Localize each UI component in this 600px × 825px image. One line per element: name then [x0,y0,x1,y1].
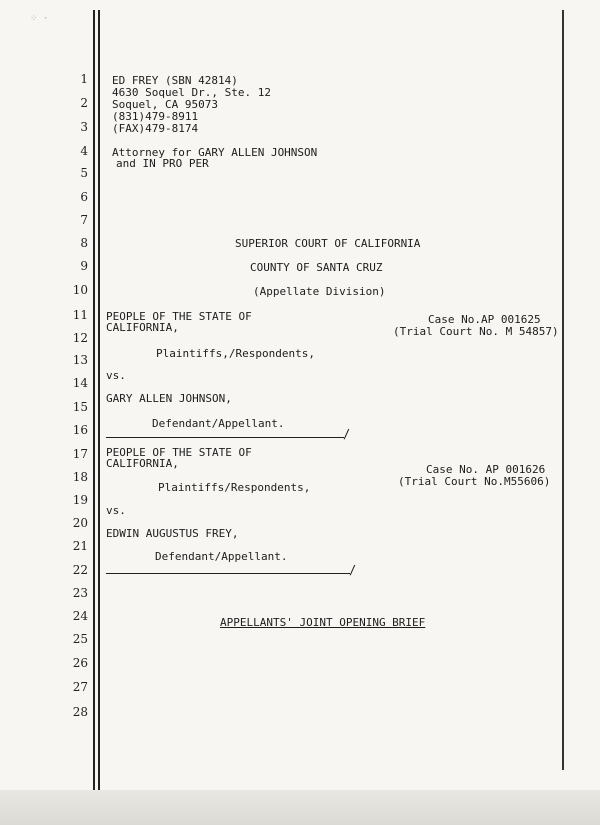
case1-defendant: GARY ALLEN JOHNSON, [106,392,232,405]
right-margin-rule [562,10,564,770]
line-number: 13 [72,353,88,367]
line-number: 9 [80,259,88,273]
line-number: 28 [72,705,88,719]
case2-case-number: Case No. AP 001626 [426,463,546,476]
line-number: 7 [80,213,88,227]
case1-caption-line [106,437,344,438]
line-number: 19 [72,493,88,507]
scan-speck: ⁘ · [30,14,49,24]
case1-vs: vs. [106,369,126,382]
case1-plaintiff-role: Plaintiffs,/Respondents, [156,347,315,360]
line-number: 25 [72,632,88,646]
line-number: 23 [72,586,88,600]
line-number: 16 [72,423,88,437]
line-number: 14 [72,376,88,390]
line-number: 18 [72,470,88,484]
court-name: SUPERIOR COURT OF CALIFORNIA [235,237,421,250]
left-margin-rule-inner [98,10,100,790]
attorney-city: Soquel, CA 95073 [112,98,218,111]
line-number: 20 [72,516,88,530]
line-number: 6 [80,190,88,204]
line-number: 8 [80,236,88,250]
line-number: 17 [72,447,88,461]
document-title: APPELLANTS' JOINT OPENING BRIEF [220,616,426,629]
attorney-for-pro-per: and IN PRO PER [116,157,209,170]
left-margin-rule [93,10,95,790]
line-number: 27 [72,680,88,694]
case1-case-number: Case No.AP 001625 [428,313,541,326]
case2-plaintiff-line1: PEOPLE OF THE STATE OF [106,446,252,459]
line-number: 15 [72,400,88,414]
line-number: 26 [72,656,88,670]
line-number: 5 [80,166,88,180]
case2-defendant-role: Defendant/Appellant. [155,550,288,563]
line-number: 12 [72,331,88,345]
attorney-phone: (831)479-8911 [112,110,199,123]
line-number: 22 [72,563,88,577]
case2-trial-number: (Trial Court No.M55606) [398,475,551,488]
case1-plaintiff-line2: CALIFORNIA, [106,321,179,334]
line-number: 21 [72,539,88,553]
line-number: 11 [72,308,88,322]
case2-plaintiff-line2: CALIFORNIA, [106,457,179,470]
case2-caption-slash: / [349,563,357,577]
line-number: 2 [80,96,88,110]
case2-caption-line [106,573,350,574]
court-division: (Appellate Division) [253,285,386,298]
line-number: 3 [80,120,88,134]
attorney-name: ED FREY (SBN 42814) [112,74,238,87]
attorney-street: 4630 Soquel Dr., Ste. 12 [112,86,271,99]
case2-defendant: EDWIN AUGUSTUS FREY, [106,527,239,540]
line-number: 24 [72,609,88,623]
scan-bottom-edge [0,790,600,825]
case1-plaintiff-line1: PEOPLE OF THE STATE OF [106,310,252,323]
case1-trial-number: (Trial Court No. M 54857) [393,325,559,338]
line-number: 4 [80,144,88,158]
case2-plaintiff-role: Plaintiffs/Respondents, [158,481,311,494]
court-county: COUNTY OF SANTA CRUZ [250,261,383,274]
case1-defendant-role: Defendant/Appellant. [152,417,285,430]
line-number: 10 [72,283,88,297]
case1-caption-slash: / [343,427,351,441]
line-number: 1 [80,72,88,86]
case2-vs: vs. [106,504,126,517]
attorney-for: Attorney for GARY ALLEN JOHNSON [112,146,318,159]
attorney-fax: (FAX)479-8174 [112,122,199,135]
